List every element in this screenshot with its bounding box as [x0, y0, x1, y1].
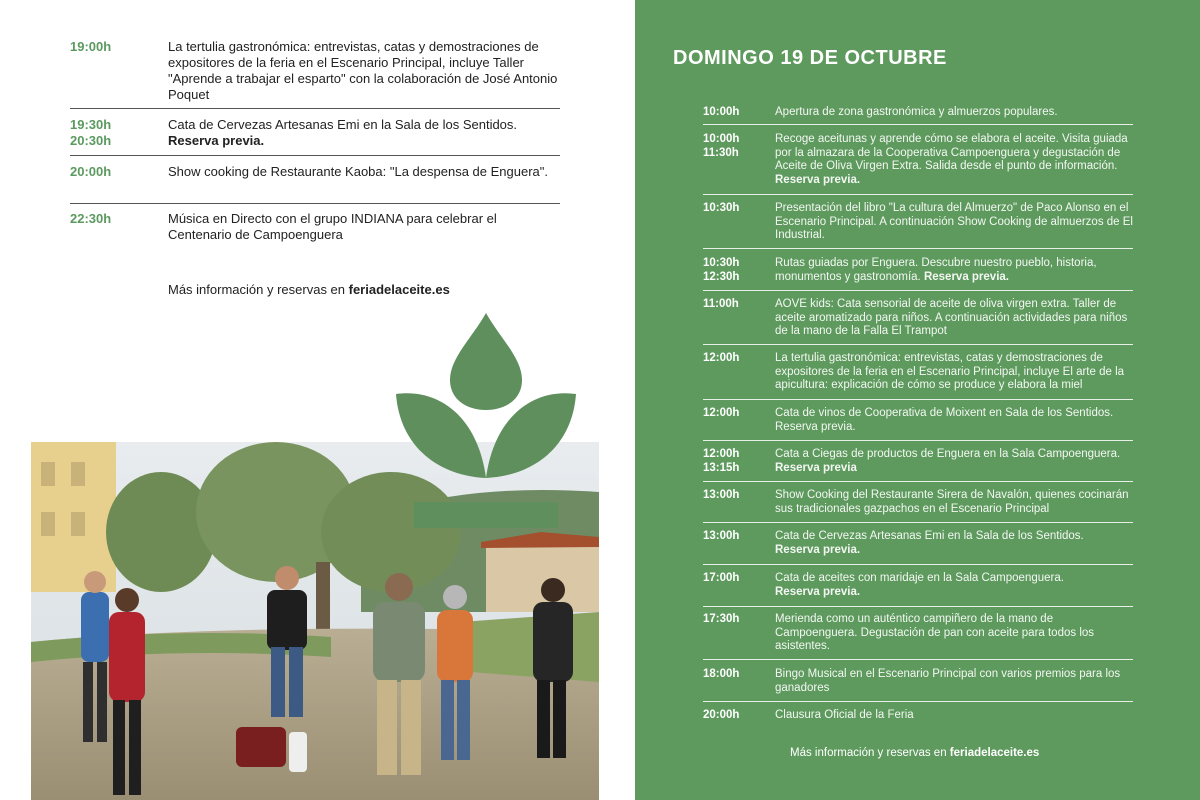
schedule-time: 12:00h 13:15h: [703, 448, 740, 474]
time-label: 20:30h: [70, 133, 112, 148]
schedule-time: [70, 117, 160, 149]
schedule-row: [703, 133, 1133, 195]
schedule-description: Bingo Musical en el Escenario Principal con varios premios para los ganadores: [775, 668, 1121, 694]
time-label: 19:30h: [70, 117, 112, 132]
time-label: 22:30h: [70, 211, 112, 226]
schedule-row: [70, 211, 560, 247]
time-label: 20:00h: [70, 164, 112, 179]
reserva-note: Reserva previa.: [168, 133, 265, 148]
reserva-note: Reserva previa.: [923, 270, 1009, 283]
schedule-description: Show Cooking del Restaurante Sirera de Navalón, quienes cocinarán sus tradicionales gazpachos en el Escenario Principal: [775, 489, 1129, 515]
schedule-row: [703, 530, 1133, 565]
schedule-time: [70, 211, 160, 227]
olive-drop-leaves-logo: [390, 308, 582, 533]
schedule-row: [703, 668, 1133, 702]
schedule-row: [70, 39, 560, 109]
schedule-row: [703, 613, 1133, 660]
schedule-time: 13:00h: [703, 530, 740, 542]
schedule-time: 17:30h: [703, 613, 740, 625]
schedule-time: [70, 164, 160, 180]
schedule-description: Apertura de zona gastronómica y almuerzos populares.: [775, 106, 1058, 118]
schedule-row: [703, 298, 1133, 345]
schedule-time: 10:30h 12:30h: [703, 257, 740, 283]
schedule-description: Show cooking de Restaurante Kaoba: "La despensa de Enguera".: [168, 164, 548, 179]
drop-icon: [450, 313, 522, 410]
schedule-row: [70, 164, 560, 204]
schedule-time: 13:00h: [703, 489, 740, 501]
reserva-note: Reserva previa.: [775, 173, 861, 186]
schedule-row: [703, 709, 1133, 729]
website-link[interactable]: feriadelaceite.es: [949, 747, 1040, 759]
schedule-row: [703, 106, 1133, 125]
more-info-line: Más información y reservas en feriadelaceite.es: [790, 747, 1040, 759]
schedule-description: Clausura Oficial de la Feria: [775, 709, 914, 721]
logo-icon: [390, 308, 582, 533]
schedule-row: [703, 257, 1133, 291]
schedule-description: La tertulia gastronómica: entrevistas, catas y demostraciones de expositores de la feria en el Escenario Principal, incluye Taller "Aprende a trabajar el esparto" con la colaboración de José Antonio Poquet: [168, 39, 558, 102]
schedule-description: Cata de Cervezas Artesanas Emi en la Sala de los Sentidos. Reserva previa.: [775, 530, 1084, 556]
schedule-row: [703, 572, 1133, 607]
schedule-description: Música en Directo con el grupo INDIANA para celebrar el Centenario de Campoenguera: [168, 211, 497, 242]
day-title: DOMINGO 19 DE OCTUBRE: [673, 47, 947, 69]
schedule-description: Cata de aceites con maridaje en la Sala Campoenguera. Reserva previa.: [775, 572, 1064, 598]
schedule-time: [70, 39, 160, 55]
schedule-description: Presentación del libro "La cultura del Almuerzo" de Paco Alonso en el Escenario Principal. A continuación Show Cooking de almuerzos de El Industrial.: [775, 202, 1133, 241]
schedule-description: La tertulia gastronómica: entrevistas, catas y demostraciones de expositores de la feria en el Escenario Principal, incluye El arte de la apicultura: explicación de cómo se produce y elabora la miel: [775, 352, 1125, 391]
schedule-time: 12:00h: [703, 352, 740, 364]
schedule-row: [703, 448, 1133, 482]
time-label: 19:00h: [70, 39, 112, 54]
schedule-description: Merienda como un auténtico campiñero de la mano de Campoenguera. Degustación de pan con aceite para todos los asistentes.: [775, 613, 1095, 652]
right-page: [635, 0, 1200, 800]
more-info-line: Más información y reservas en feriadelaceite.es: [168, 282, 450, 297]
schedule-description: Cata a Ciegas de productos de Enguera en la Sala Campoenguera. Reserva previa: [775, 448, 1121, 474]
reserva-note: Reserva previa.: [775, 543, 861, 556]
reserva-note: Reserva previa.: [775, 585, 861, 598]
schedule-time: 10:00h 11:30h: [703, 133, 740, 159]
reserva-note: Reserva previa: [775, 461, 857, 474]
schedule-description: AOVE kids: Cata sensorial de aceite de oliva virgen extra. Taller de aceite aromatizado para niños. A continuación actividades para niños de la mano de la Falla El Trampot: [775, 298, 1128, 337]
schedule-description: Cata de vinos de Cooperativa de Moixent en Sala de los Sentidos. Reserva previa.: [775, 407, 1114, 433]
base-bar: [414, 502, 558, 528]
website-link[interactable]: feriadelaceite.es: [348, 282, 450, 297]
schedule-row: [703, 352, 1133, 400]
schedule-description: Rutas guiadas por Enguera. Descubre nuestro pueblo, historia, monumentos y gastronomía. Reserva previa.: [775, 257, 1097, 283]
schedule-row: [70, 117, 560, 156]
schedule-description: Cata de Cervezas Artesanas Emi en la Sala de los Sentidos. Reserva previa.: [168, 117, 518, 148]
schedule-time: 11:00h: [703, 298, 739, 310]
schedule-description: Recoge aceitunas y aprende cómo se elabora el aceite. Visita guiada por la almazara de la Cooperativa Campoenguera y degustación de Aceite de Oliva Virgen Extra. Salida desde el punto de información. Reserva previa.: [775, 133, 1128, 186]
schedule-time: 10:00h: [703, 106, 740, 118]
schedule-row: [703, 202, 1133, 249]
schedule-row: [703, 407, 1133, 441]
schedule-time: 17:00h: [703, 572, 740, 584]
schedule-time: 12:00h: [703, 407, 740, 419]
schedule-time: 20:00h: [703, 709, 740, 721]
schedule-time: 10:30h: [703, 202, 740, 214]
schedule-row: [703, 489, 1133, 523]
schedule-time: 18:00h: [703, 668, 740, 680]
